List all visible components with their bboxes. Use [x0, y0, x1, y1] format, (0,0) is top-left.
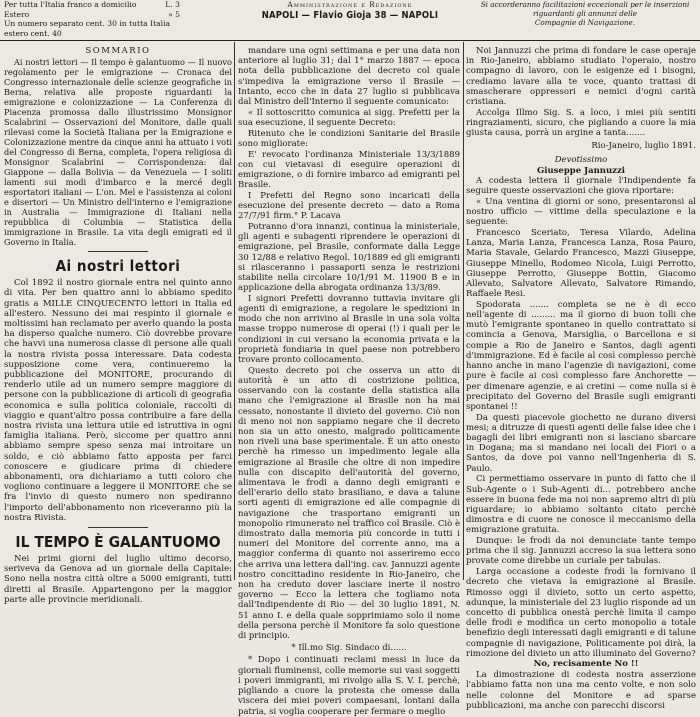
lettori-text: Col 1892 il nostro giornale entra nel quinto anno di vita. Per ben quattro anni lo abbiamo spedito gratis a MILLE CINQUECENTO lettori in Italia ed all'estero. Nessuno dei mai respinto il giornale e moltissimi han reclamato per averlo quando la posta ha disperso qualche numero. Ciò dovrebbe provare che havvi una numerosa classe di persone alle quali la nostra rivista possa interessare. Data codesta supposizione come vera, continueremo la pubblicazione del MONITORE, procurando di renderlo utile ad un numero sempre maggiore di persone con la pubblicazione di articoli di geografia economica e sulla politica coloniale, raccolti di viaggio e quant'altro possa contribuire a fare della nostra rivista una lettura utile ed istruttiva in ogni famiglia italiana. Però, siccome per quattro anni abbiamo sempre speso senza mai introitare un soldo, e ciò abbiamo fatto apposta per farci conoscere e giudicare prima di chiedere abbonamenti, ora dichiariamo a tutti coloro che vogliono continuare a leggere il MONITORE che se fra l'invio di questo numero non spediranno l'importo dell'abbonamento non riceveranno più la nostra Rivista.: [4, 278, 232, 523]
paragraph: Dunque: le frodi da noi denunciate tante tempo prima che il sig. Jannuzzi accreso la sua lettera sono provate come direbbe un curiale per tabulas.: [466, 536, 696, 567]
address: NAPOLI — Flavio Gioja 38 — NAPOLI: [261, 10, 439, 21]
paragraph: « Una ventina di giorni or sono, presentaronsi al nostro ufficio — vittime della speculazione e la seguente:: [466, 196, 696, 228]
column-3: [466, 46, 696, 712]
signature-name: Giuseppe Jannuzzi: [536, 165, 626, 176]
column-2: [238, 46, 460, 717]
paragraph: No, recisamente No !!: [533, 659, 639, 670]
heading-ai-nostri-lettori: Ai nostri lettori: [55, 257, 181, 276]
divider: [88, 527, 148, 528]
admin-label: Amministrazione e Redazione: [287, 0, 413, 9]
paragraph: Da questi piacevole giochetto ne durano diversi mesi; a ditruzze di questi agenti delle false idee che i bagagli dei libri emigranti non si lasciano sbarcare in Dogana; ma si mandano nei locali dei Fiori o a Santos, da dove poi vanno nell'Ingenheria di S. Paulo.: [466, 412, 696, 474]
paragraph: Francesco Sceriato, Teresa Vilardo, Adelina Lanza, Maria Lanza, Francesca Lanza, Rosa Pauro, Maria Stavale, Gelardo Francesco, Mazzi Giuseppe, Giuseppe Minello, Rodomeo Nicola, Luigi Perrotto, Giuseppe Perrotto, Giuseppe Bottin, Giacomo Allevato, Salvatore Allevato, Salvatore Rimando, Raffaele Resi.: [466, 227, 696, 300]
paragraph: * Dopo i continuati reclami messi in luce da giornali fluminensi, colle memorie sui vasi soggetti i poveri immigranti, mi rivolgo alla S. V. I. perchè, pigliando a cuore la protesta che omesse dalla viscera dei miei poveri compaesani, lontani dalla patria, si voglia cooperare per fermare o meglio: [238, 655, 460, 717]
column-rule: [463, 42, 464, 580]
column-1: [4, 46, 232, 606]
paragraph: « Il sottoscritto comunica ai sigg. Prefetti per la sua esecuzione, il seguente Decreto:: [238, 107, 460, 128]
price-line: Per tutta l'Italia franco a domicilio L. 3: [4, 0, 180, 9]
masthead-rule: [0, 40, 700, 41]
advertising-notice: Si accorderanno facilitazioni eccezionali per le inserzioni riguardanti gli annunzi delle Compagnie di Navigazione.: [480, 0, 690, 27]
signature-prefix: Devotissimo: [554, 154, 608, 165]
sommario-title: SOMMARIO: [85, 46, 151, 56]
letter-salutation: * Ill.mo Sig. Sindaco di......: [291, 643, 407, 654]
column-rule: [234, 42, 235, 580]
paragraph: E' revocato l'ordinanza Ministeriale 13/3/1889 con cui vietavasi di eseguire operazioni di emigrazione, o di fornire imbarco ad emigranti pel Brasile.: [238, 149, 460, 191]
paragraph: I Prefetti del Regno sono incaricati della esecuzione del presente decreto — dato a Roma 27/7/91 firm.° P. Lacava: [238, 190, 460, 222]
price-line: estero cent. 40: [4, 28, 62, 38]
paragraph: Ritenuto che le condizioni Sanitarie del Brasile sono migliorate:: [238, 128, 460, 149]
heading-il-tempo: IL TEMPO È GALANTUOMO: [15, 533, 221, 552]
paragraph: I signori Prefetti dovranno tuttavia invitare gli agenti di emigrazione, a regolare le spedizioni in modo che non arrivino al Brasile in una sola volta masse troppo numerose di operai (!) i quali per le condizioni in cui versano la economia privata e la proprietà fondiaria in quel paese non potrebbero trovare pronto collocamento.: [238, 293, 460, 366]
tempo-text: Nei primi giorni del luglio ultimo decorso, seriveva da Genova ad un giornale della Capitale: Sono nella nostra città oltre a 5000 emigranti, tutti diretti al Brasile. Appartengono per la maggior parte alle provincie meridionali.: [4, 554, 232, 605]
paragraph: Ci permettiamo osservare in punto di fatto che il Sub-Agente o i Sub-Agenti di... potrebbero anche essere in buona fede ma noi non sapremo altri di più riguardare; io abbiamo soltanto citato perchè dimostra e di cuore ne conosce il meccanismo della emigrazione gratuita.: [466, 474, 696, 536]
sommario-text: Ai nostri lettori — Il tempo è galantuomo — Il nuovo regolamento per le emigrazione — Cronaca del Congresso internazionale delle scienze geografiche in Berna, relativa alle proposte riguardanti la emigrazione e colonizzazione — La Conferenza di Piacenza promossa dallo illustrissimo Monsignor Scalabrini — Osservazioni del Monitore, dalle quali rilevasi come la Società Italiana per la Emigrazione e Colonizzazione mentre da cinque anni ha attuato i voti del Congresso di Berna, completa, l'opera religiosa di Monsignor Scalabrini — Corrispondenza: dal Giappone — dalla Bolivia — da Venezuela — I soliti lamenti sui modi d'imbarco e la mercé degli esportatori italiani — L'on. Mel e l'assistenza ai coloni e disertori — Un Ministro dell'interno e l'emigrazione in Australia — Immigrazione di Italiani nella repubblica di Columbia — Statistica della immigrazione in Brasile. La vita degli emigrati ed il Governo in Italia.: [4, 57, 232, 248]
paragraph: Potranno d'ora innanzi, continua la ministeriale, gli agenti e subagenti riprendere le operazioni di emigrazione, pel Brasile, conformate dalla Legge 30 12/88 e relativo Regol. 10/1889 ed gli emigranti si rilasceranno i passaporti senza le restrizioni stabilite nella circolare 10/1/91 M. 11900 B e in applicazione della abrogata ordinanza 13/3/89.: [238, 221, 460, 294]
divider: [88, 251, 148, 252]
subscription-prices: [4, 0, 204, 38]
masthead: [0, 0, 700, 40]
paragraph: Accolga Illmo Sig. S. a loco, i miei più sentiti ringraziamenti, sicuro, che pigliando a cuore la mia giusta causa, porrà un argine a tanta.......: [466, 107, 696, 139]
price-line: Un numero separato cent. 30 in tutta Italia: [4, 19, 171, 29]
paragraph: La dimostrazione di codesta nostra asserzione l'abbiamo fatta non una ma cento volte, e non solo nelle colonne del Monitore e ad sparse pubblicazioni, ma anche con parecchi discorsi: [466, 670, 696, 711]
paragraph: Spodorata ....... completa se ne è di ecco nell'agente di ......... ma il giorno di buon tolli che mutò l'emigrante spontaneo in quello contrattato si comincia a Genova, Marsiglia, o Barcellona e si compie a Rio de Janeiro e Santos, dagli agenti d'immigrazione. Ed è facile al così complesso perchè hanno anche in mano l'agenzie di navigazioni, come pure è facile ai così complesso fare Anchorette — per dimenare agenzie, e ai cretini — come nulla si è precipitato del Governo del Brasile sugli emigranti spontanei !!: [466, 299, 696, 412]
paragraph: Questo decreto poi che osserva un atto di autorità è un atto di costrizione politica, osservando con la costante della statistica alla mano che l'emigrazione al Brasile non ha mai cessato, nonostante il divieto del governo. Ciò non di meno noi non sappiamo negare che il decreto non sia un atto onesto, malgrado politicamente non riveli una base sperimentale. È un atto onesto perchè ha rimesso un impedimento legale alla emigrazione al Brasile che oltre di non impedire nulla con discapito dell'autorità del governo, alimentava le frodi a danno degli emigranti e dell'erario dello stato brasiliano, e dava a talune sorti agenti di emigrazione ed alle compagnie di navigazione che trasportano emigranti un monopolio rimunerato nel traffico col Brasile. Ciò è dimostrato dalla memoria più concorde in tutti i numeri del Monitore del corrente anno, ma a maggior conferma di quanto noi asseriremo ecco che arriva una lettera dall'ing. cav. Jannuzzi agente nostro concittadino residente in Rio-Janeiro, che non ha creduto dover lasciare inerte il nostro governo — Ecco la lettera che togliamo nota dall'Indipendente di Rio — del 30 luglio 1891, N. 51 anno I. e della quale sopprimiamo solo il nome della persona perchè il Monitore fa solo questione di principio.: [238, 365, 460, 642]
price-line: Estero » 5: [4, 9, 180, 19]
paragraph: A codesta lettera il giornale l'Indipendente fa seguire queste osservazioni che giova riportare:: [466, 175, 696, 197]
paragraph: Noi Jannuzzi che prima di fondare le case operaje in Rio-Janeiro, abbiamo studiato l'operaio, nostro compagno di lavoro, con le esigenze ed i bisogni, crediamo lavare alla te voce, quanto trattasi di smascherare oppressori e nemici d'ogni carità cristiana.: [466, 46, 696, 108]
administration-block: [256, 0, 444, 21]
dateline: Rio-Janeiro, luglio 1891.: [591, 141, 696, 152]
paragraph: mandare una ogni settimana e per una data non anteriore al luglio 31; dal 1° marzo 1887 — epoca nota della pubblicazione del decreto col quale s'impediva la emigrazione verso il Brasile — Intanto, ecco che in data 27 luglio si pubblicava dal Ministro dell'Interno il seguente comunicato:: [238, 46, 460, 108]
paragraph: Larga occasione a codeste frodi la fornivano il decreto che vietava la emigrazione al Brasile. Rimosso oggi il divieto, sotto un certo aspetto, adunque, la ministeriale del 23 luglio risponde ad un concetto di pubblica onestà perchè limita il campo delle frodi e modifica un certo monopolio a totale benefizio degli interessati dagli emigranti e di talune compagnie di navigazione, Politicamente poi dirà, la rimozione del divieto un atto illuminato del Governo?: [466, 567, 696, 659]
